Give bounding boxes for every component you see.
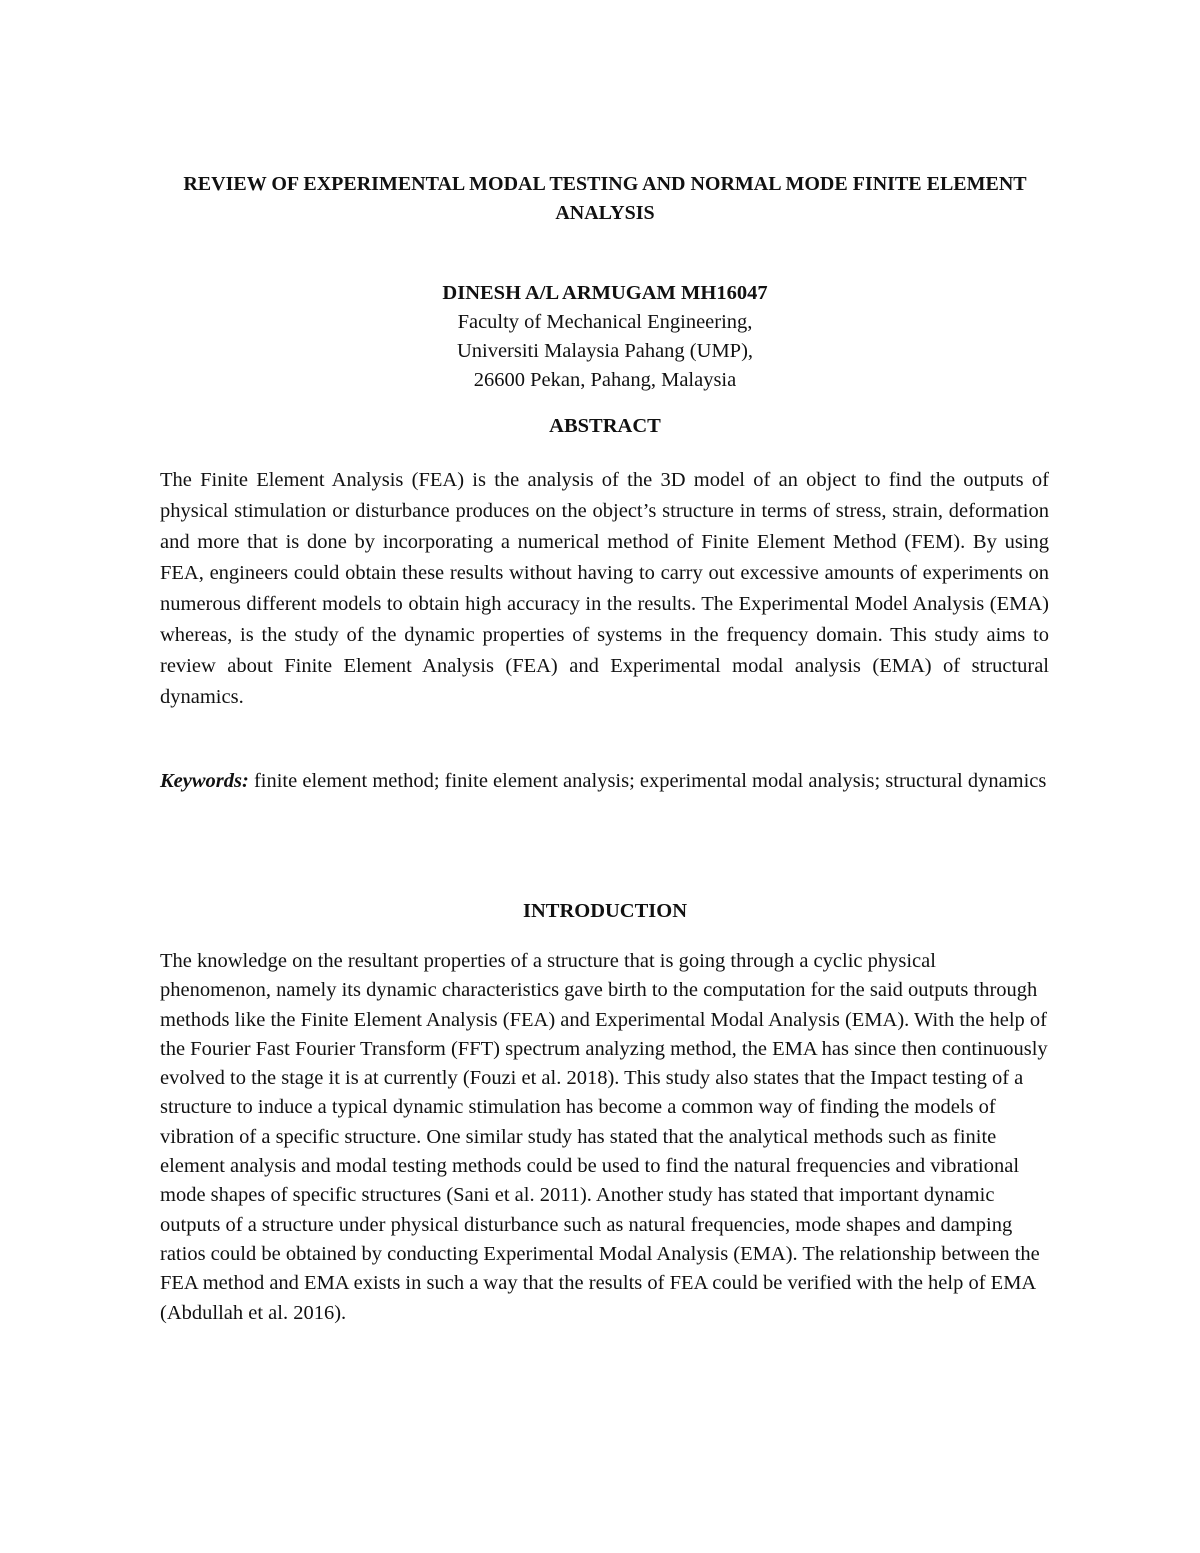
author-name: DINESH A/L ARMUGAM MH16047 [442, 282, 768, 304]
affiliation-line-1: Faculty of Mechanical Engineering, [457, 311, 753, 333]
keywords-label: Keywords: [160, 770, 249, 792]
keywords [160, 766, 1049, 797]
abstract-text: The Finite Element Analysis (FEA) is the analysis of the 3D model of an object to find the outputs of physical stimulation or disturbance produces on the object’s structure in terms of stress, strain, deformation and more that is done by incorporating a numerical method of Finite Element Method (FEM). By using FEA, engineers could obtain these results without having to carry out excessive amounts of experiments on numerous different models to obtain high accuracy in the results. The Experimental Model Analysis (EMA) whereas, is the study of the dynamic properties of systems in the frequency domain. This study aims to review about Finite Element Analysis (FEA) and Experimental modal analysis (EMA) of structural dynamics. [160, 469, 1049, 708]
keywords-text: finite element method; finite element analysis; experimental modal analysis; structural dynamics [248, 770, 1047, 792]
introduction-text: The knowledge on the resultant properties of a structure that is going through a cyclic physical phenomenon, namely its dynamic characteristics gave birth to the computation for the said outputs through methods like the Finite Element Analysis (FEA) and Experimental Modal Analysis (EMA). With the help of the Fourier Fast Fourier Transform (FFT) spectrum analyzing method, the EMA has since then continuously evolved to the stage it is at currently (Fouzi et al. 2018). This study also states that the Impact testing of a structure to induce a typical dynamic stimulation has become a common way of finding the models of vibration of a specific structure. One similar study has stated that the analytical methods such as finite element analysis and modal testing methods could be used to find the natural frequencies and vibrational mode shapes of specific structures (Sani et al. 2011). Another study has stated that important dynamic outputs of a structure under physical disturbance such as natural frequencies, mode shapes and damping ratios could be obtained by conducting Experimental Modal Analysis (EMA). The relationship between the FEA method and EMA exists in such a way that the results of FEA could be verified with the help of EMA (Abdullah et al. 2016). [160, 950, 1048, 1324]
paper-title: REVIEW OF EXPERIMENTAL MODAL TESTING AND NORMAL MODE FINITE ELEMENT ANALYSIS [183, 173, 1027, 224]
affiliation-line-3: 26600 Pekan, Pahang, Malaysia [473, 369, 737, 391]
introduction-heading: INTRODUCTION [522, 900, 688, 922]
author-block [150, 279, 1060, 395]
abstract-heading: ABSTRACT [549, 415, 661, 437]
affiliation-line-2: Universiti Malaysia Pahang (UMP), [456, 340, 754, 362]
